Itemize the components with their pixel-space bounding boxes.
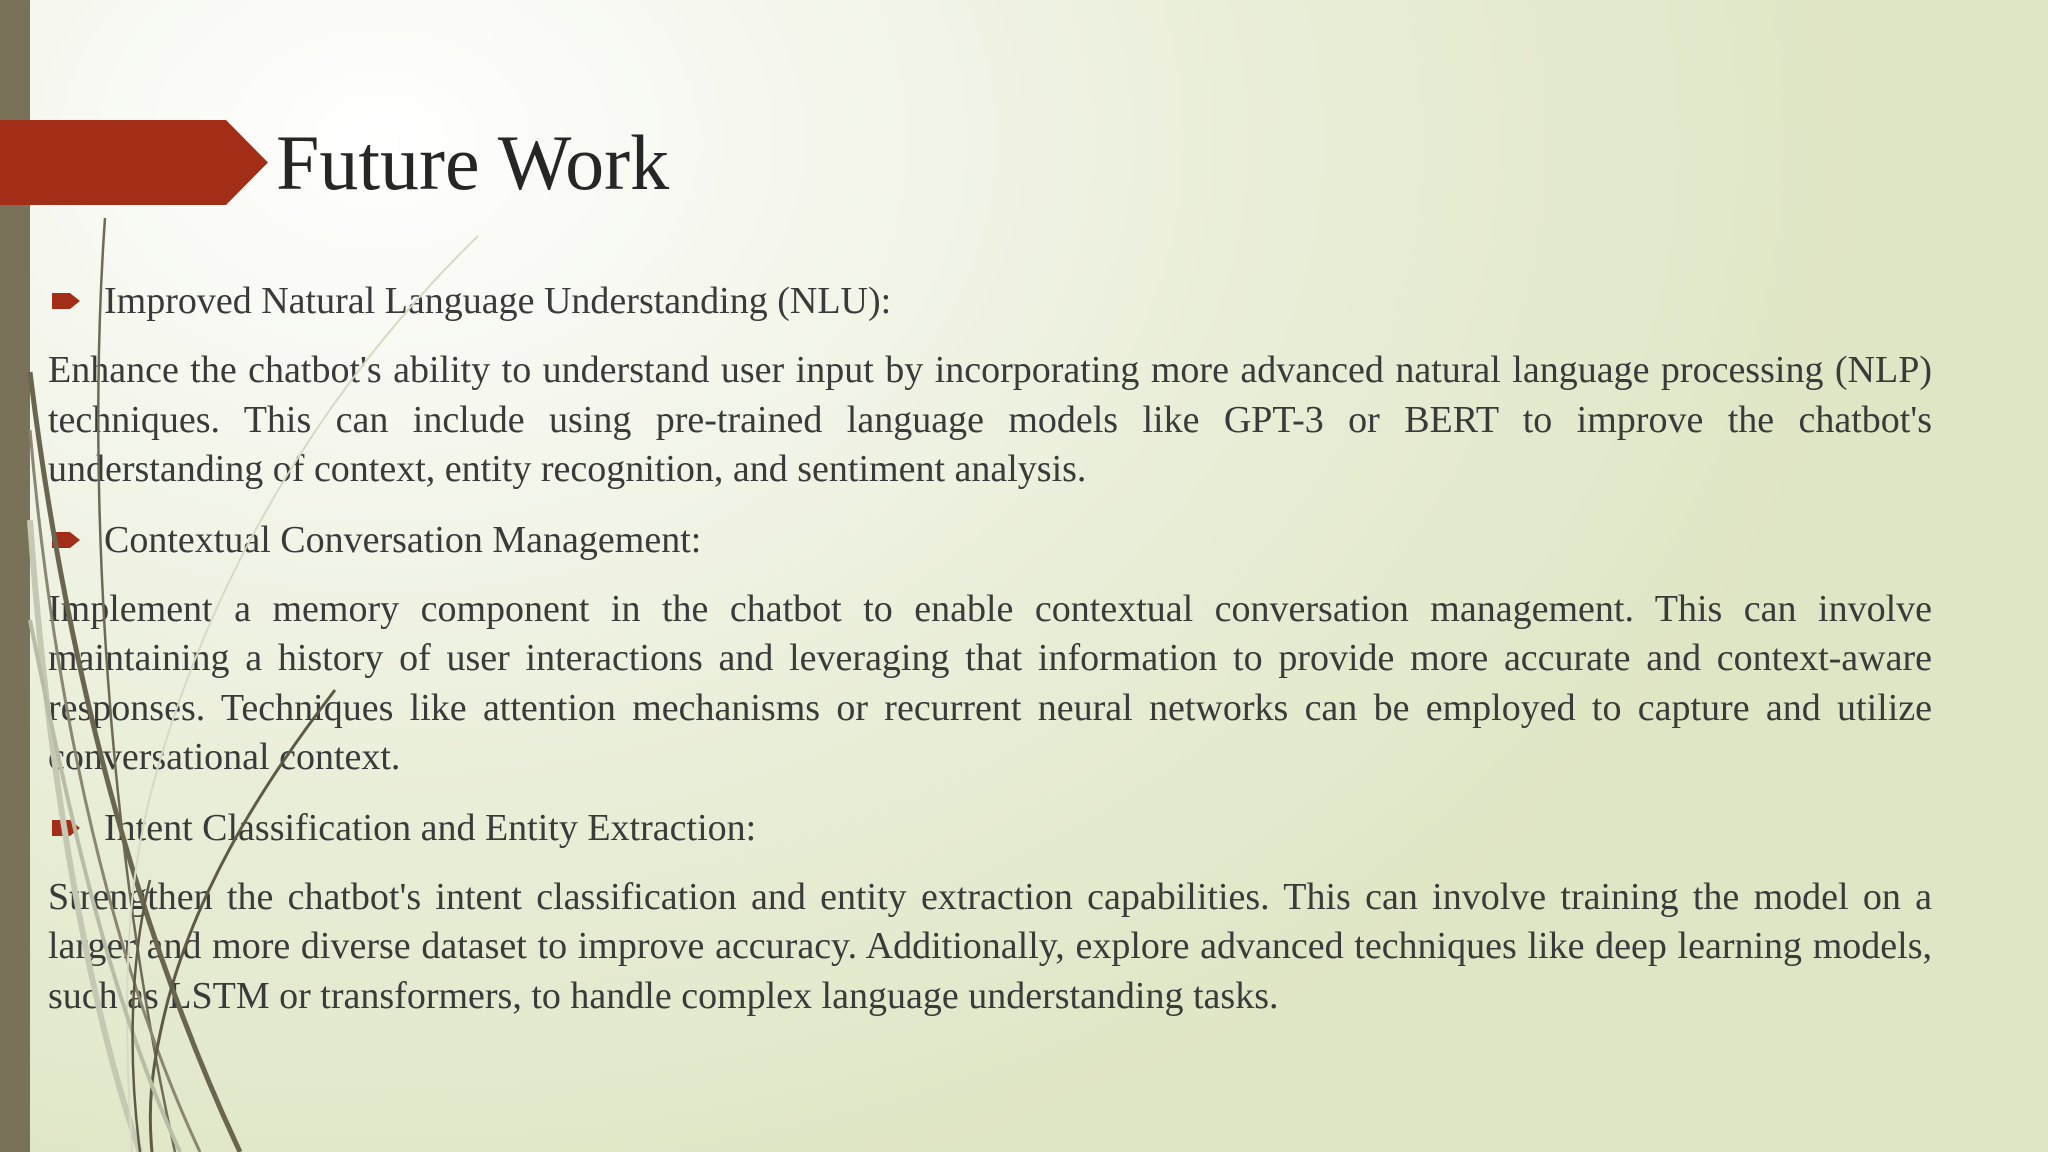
paragraph: Strengthen the chatbot's intent classification and entity extraction capabilities. This can involve training the model on a larger and more diverse dataset to improve accuracy. Additionally, explore advanced techniques like deep learning models, such as LSTM or transformers, to handle complex language understanding tasks. [48, 875, 1932, 1017]
grass-stems-decoration [0, 0, 520, 1152]
paragraph: Implement a memory component in the chatbot to enable contextual conversation management. This can involve maintaining a history of user interactions and leveraging that information to provide more accurate and context-aware responses. Techniques like attention mechanisms or recurrent neural networks can be employed to capture and utilize conversational context. [48, 587, 1932, 778]
paragraph: Enhance the chatbot's ability to understand user input by incorporating more advanced natural language processing (NLP) techniques. This can include using pre-trained language models like GPT-3 or BERT to improve the chatbot's understanding of context, entity recognition, and sentiment analysis. [48, 349, 1932, 490]
slide-title: Future Work [276, 119, 670, 206]
bullet-heading-text: Improved Natural Language Understanding (NLU): [104, 280, 892, 322]
bullet-heading-text: Intent Classification and Entity Extraction: [104, 806, 757, 849]
bullet-heading-text: Contextual Conversation Management: [104, 518, 702, 561]
